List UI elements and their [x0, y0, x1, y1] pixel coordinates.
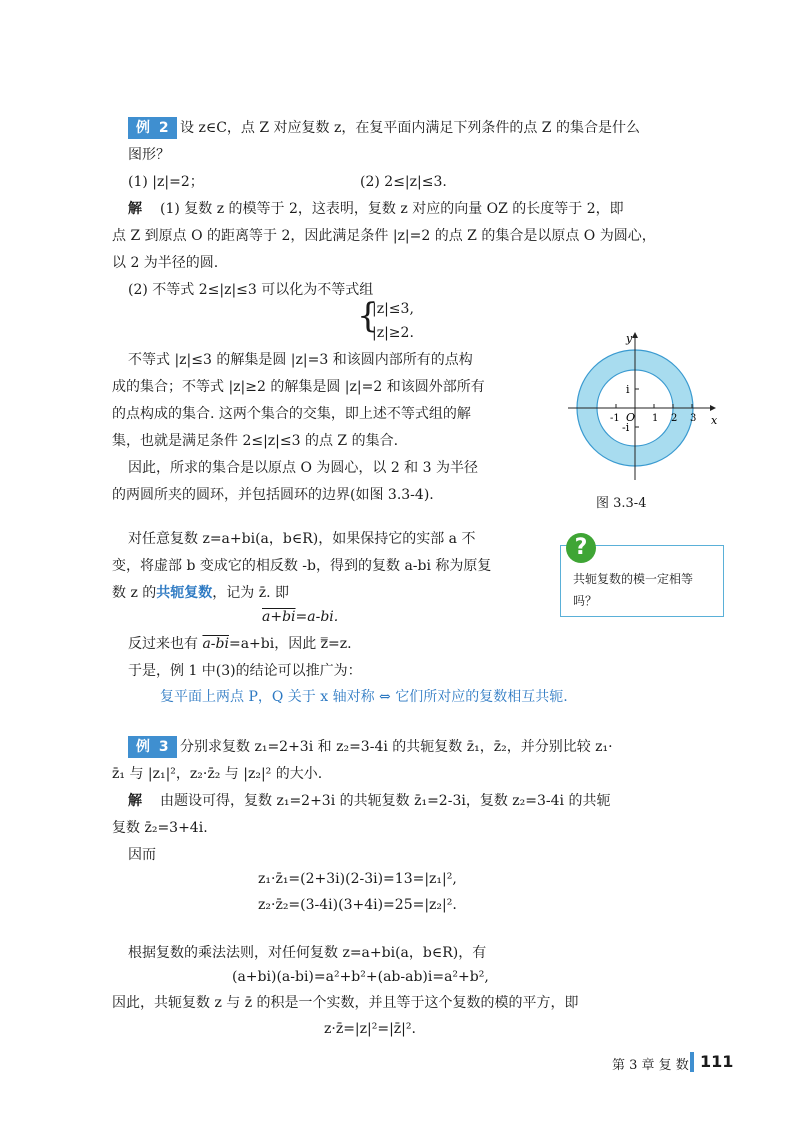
footer-chapter: 第 3 章 复 数 — [612, 1058, 689, 1073]
page-number: 111 — [700, 1052, 734, 1071]
example-2-solution-line-2: 点 Z 到原点 O 的距离等于 2，因此满足条件 |z|=2 的点 Z 的集合是以原点 O 为圆心， — [112, 228, 656, 244]
figure-caption: 图 3.3-4 — [596, 496, 647, 511]
system-line-1: |z|≤3, — [372, 301, 414, 317]
conjugate-formula — [262, 606, 338, 628]
example-3-equation-2: z₂·z̄₂=(3-4i)(3+4i)=25=|z₂|². — [258, 897, 457, 913]
example-2-solution-line-1: (1) 复数 z 的模等于 2，这表明，复数 z 对应的向量 OZ 的长度等于 2，即 — [160, 201, 624, 217]
example-2-solution-line-9: 因此，所求的集合是以原点 O 为圆心，以 2 和 3 为半径 — [128, 460, 478, 476]
conjugate-term: 共轭复数 — [156, 585, 213, 601]
tick-3-label: 3 — [690, 413, 697, 424]
i-label: i — [626, 383, 630, 396]
closing-equation-2: z·z̄=|z|²=|z̄|². — [324, 1021, 416, 1037]
x-axis-arrow — [710, 405, 716, 411]
example-2-problem-line-2: 图形？ — [128, 147, 170, 163]
example-2-solution-line-3: 以 2 为半径的圆. — [112, 255, 219, 271]
question-icon: ? — [566, 533, 596, 563]
system-brace: { — [357, 296, 379, 336]
conjugate-formula-bar: a+bi — [262, 609, 296, 625]
example-3-tag: 例 3 — [128, 736, 177, 758]
example-2-solution-label: 解 — [128, 201, 142, 217]
footer-divider — [690, 1052, 694, 1072]
system-line-2: |z|≥2. — [372, 325, 414, 341]
conjugate-line-4-bar: a-bi — [202, 636, 229, 652]
example-2-part-2: (2) 2≤|z|≤3. — [360, 174, 447, 190]
example-2-solution-line-4: (2) 不等式 2≤|z|≤3 可以化为不等式组 — [128, 282, 374, 298]
example-3-problem-line-1: 分别求复数 z₁=2+3i 和 z₂=3-4i 的共轭复数 z̄₁，z̄₂，并分别比较 z₁· — [180, 739, 613, 755]
example-2-tag: 例 2 — [128, 117, 177, 139]
example-3-problem-line-2: z̄₁ 与 |z₁|²，z₂·z̄₂ 与 |z₂|² 的大小. — [112, 766, 323, 782]
conjugate-line-1: 对任意复数 z=a+bi(a，b∈R)，如果保持它的实部 a 不 — [128, 531, 476, 547]
conjugate-line-4-prefix: 反过来也有 — [128, 636, 203, 652]
origin-label: O — [626, 411, 636, 424]
neg-i-label: -i — [622, 421, 630, 434]
conjugate-formula-rest: =a-bi. — [295, 609, 339, 625]
example-2-solution-line-10: 的两圆所夹的圆环，并包括圆环的边界(如图 3.3-4). — [112, 487, 434, 503]
x-axis-label: x — [711, 414, 718, 427]
example-2-solution-line-7: 的点构成的集合. 这两个集合的交集，即上述不等式组的解 — [112, 406, 471, 422]
example-2-solution-line-5: 不等式 |z|≤3 的解集是圆 |z|=3 和该圆内部所有的点构 — [128, 352, 473, 368]
example-3-solution-label: 解 — [128, 793, 142, 809]
closing-equation-1: (a+bi)(a-bi)=a²+b²+(ab-ab)i=a²+b², — [232, 969, 489, 985]
example-3-equation-1: z₁·z̄₁=(2+3i)(2-3i)=13=|z₁|², — [258, 871, 457, 887]
example-2-solution-line-8: 集，也就是满足条件 2≤|z|≤3 的点 Z 的集合. — [112, 433, 399, 449]
conjugate-line-3-prefix: 数 z 的 — [112, 585, 157, 601]
example-2-part-1: (1) |z|=2； — [128, 174, 204, 190]
tick-2-label: 2 — [671, 413, 678, 424]
conjugate-line-4-suffix: =a+bi，因此 z̿=z. — [228, 636, 352, 652]
conjugate-line-3-suffix: ，记为 z̄. 即 — [212, 585, 290, 601]
y-axis-label: y — [626, 332, 633, 345]
example-2-solution-line-6: 成的集合；不等式 |z|≥2 的解集是圆 |z|=2 和该圆外部所有 — [112, 379, 485, 395]
side-note-text: 共轭复数的模一定相等吗？ — [573, 572, 694, 608]
conjugate-line-4 — [128, 633, 352, 655]
tick-1-label: 1 — [652, 413, 659, 424]
example-3-solution-line-3: 因而 — [128, 847, 156, 863]
conjugate-line-2: 变，将虚部 b 变成它的相反数 -b，得到的复数 a-bi 称为原复 — [112, 558, 492, 574]
y-axis-arrow — [632, 332, 638, 338]
conjugate-highlight: 复平面上两点 P，Q 关于 x 轴对称 ⇔ 它们所对应的复数相互共轭. — [160, 689, 568, 705]
closing-line-2: 因此，共轭复数 z 与 z̄ 的积是一个实数，并且等于这个复数的模的平方，即 — [112, 995, 579, 1011]
example-3-solution-line-1: 由题设可得，复数 z₁=2+3i 的共轭复数 z̄₁=2-3i，复数 z₂=3-4i 的共轭 — [160, 793, 611, 809]
neg1-label: -1 — [610, 413, 620, 424]
conjugate-line-5: 于是，例 1 中(3)的结论可以推广为： — [128, 663, 362, 679]
conjugate-line-3 — [112, 582, 289, 604]
example-2-problem-line-1: 设 z∈C，点 Z 对应复数 z，在复平面内满足下列条件的点 Z 的集合是什么 — [180, 120, 640, 136]
closing-line-1: 根据复数的乘法法则，对任何复数 z=a+bi(a，b∈R)，有 — [128, 945, 487, 961]
example-3-solution-line-2: 复数 z̄₂=3+4i. — [112, 820, 208, 836]
figure-annulus — [560, 330, 730, 485]
